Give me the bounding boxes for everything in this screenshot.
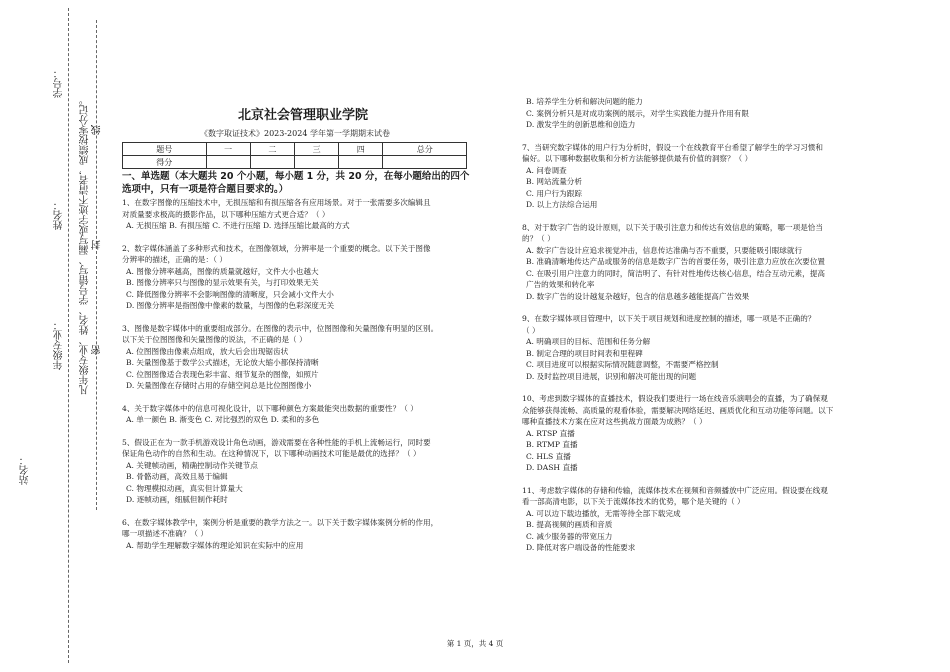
score-header-cell: 四 bbox=[339, 143, 383, 156]
answer-option: D. 激发学生的创新思维和创造力 bbox=[526, 120, 636, 129]
student-id-field: 学号： bbox=[54, 68, 65, 98]
score-header-cell: 题号 bbox=[123, 143, 207, 156]
seal-xian: 线 bbox=[92, 125, 103, 135]
score-header-cell: 二 bbox=[250, 143, 294, 156]
answer-option: B. 培养学生分析和解决问题的能力 bbox=[526, 97, 643, 106]
question-stem: 3、图像是数字媒体中的重要组成部分。在图像的表示中，位图图像和矢量图像有明显的区别。 bbox=[122, 323, 439, 333]
question-spacer bbox=[522, 302, 862, 313]
question-block bbox=[122, 243, 492, 312]
score-header-cell: 一 bbox=[206, 143, 250, 156]
binding-margin bbox=[0, 0, 110, 672]
score-cell[interactable] bbox=[206, 156, 250, 169]
question-spacer bbox=[522, 211, 862, 222]
question-block bbox=[522, 393, 862, 474]
dashed-cut-line-inner bbox=[96, 20, 97, 510]
right-question-column bbox=[522, 96, 862, 554]
score-row-label: 得分 bbox=[123, 156, 207, 169]
question-stem: 哪种直播技术方案在应对这些挑战方面最为成熟？（ ） bbox=[522, 417, 707, 426]
answer-option: A. RTSP 直播 bbox=[526, 428, 575, 438]
score-table-header-row bbox=[123, 143, 467, 156]
seal-mi: 密 bbox=[92, 345, 103, 355]
answer-option: A. 可以边下载边播放，无需等待全部下载完成 bbox=[526, 508, 681, 518]
student-name-field: 姓名： bbox=[54, 200, 65, 230]
score-header-cell: 总分 bbox=[383, 143, 467, 156]
question-stem: 6、在数字媒体教学中，案例分析是重要的教学方法之一。以下关于数字媒体案例分析的作用， bbox=[122, 517, 439, 527]
question-stem: 4、关于数字媒体中的信息可视化设计，以下哪种颜色方案最能突出数据的重要性？（ ） bbox=[122, 403, 418, 413]
left-question-column bbox=[122, 197, 492, 551]
answer-option: C. 在吸引用户注意力的同时，简洁明了、有针对性地传达核心信息，结合互动元素，提高 bbox=[526, 268, 825, 278]
score-cell[interactable] bbox=[250, 156, 294, 169]
question-stem: 8、对于数字广告的设计原则，以下关于吸引注意力和传达有效信息的策略，哪一项是恰当 bbox=[522, 222, 823, 232]
question-spacer bbox=[122, 232, 492, 243]
answer-option: D. 降低对客户端设备的性能要求 bbox=[526, 543, 636, 552]
score-table-score-row bbox=[123, 156, 467, 169]
answer-option: D. 矢量图像在存储时占用的存储空间总是比位图图像小 bbox=[126, 381, 312, 390]
question-block bbox=[122, 197, 492, 232]
answer-option: A. 帮助学生理解数字媒体的理论知识在实际中的应用 bbox=[126, 540, 304, 550]
answer-option: D. 及时监控项目进展，识别和解决可能出现的问题 bbox=[526, 371, 697, 381]
answer-option: B. RTMP 直播 bbox=[526, 440, 578, 449]
answer-option: A. 单一颜色 B. 渐变色 C. 对比强烈的双色 D. 柔和的多色 bbox=[126, 415, 320, 424]
score-header-cell: 三 bbox=[294, 143, 338, 156]
page-footer: 第 1 页，共 4 页 bbox=[446, 639, 504, 648]
answer-option: A. 关键帧动画，精确控制动作关键节点 bbox=[126, 460, 258, 470]
score-cell[interactable] bbox=[294, 156, 338, 169]
question-stem: 哪一项描述不准确？（ ） bbox=[122, 529, 208, 538]
answer-option: B. 图像分辨率只与图像的显示效果有关，与打印效果无关 bbox=[126, 278, 319, 287]
question-stem: 保证角色动作的自然和生动。在这种情况下，以下哪种动画技术可能是最优的选择？（ ） bbox=[122, 449, 421, 458]
binding-warning: 凡年级专业、姓名、学号错写、漏写或字迹不清者，成绩按零分记。 bbox=[80, 95, 91, 395]
exam-subtitle: 《数字取证技术》2023-2024 学年第一学期期末试卷 bbox=[200, 129, 390, 138]
answer-option: C. 用户行为跟踪 bbox=[526, 188, 582, 198]
question-spacer bbox=[122, 312, 492, 323]
question-block bbox=[522, 222, 862, 303]
score-table bbox=[122, 142, 467, 169]
answer-option: A. 图像分辨率越高，图像的质量就越好，文件大小也越大 bbox=[126, 266, 319, 276]
answer-option: B. 矢量图像基于数学公式描述，无论放大缩小都保持清晰 bbox=[126, 358, 319, 367]
question-stem: 5、假设正在为一款手机游戏设计角色动画，游戏需要在各种性能的手机上流畅运行，同时要 bbox=[122, 437, 431, 447]
site-name-field: 站名： bbox=[20, 455, 31, 485]
school-title: 北京社会管理职业学院 bbox=[238, 108, 369, 123]
question-stem: 对质量要求极高的摄影作品，以下哪种压缩方式更合适？（ ） bbox=[122, 209, 330, 219]
answer-option: C. 位图图像适合表现色彩丰富、细节复杂的图像，如照片 bbox=[126, 369, 319, 379]
score-cell[interactable] bbox=[383, 156, 467, 169]
question-block bbox=[122, 403, 492, 426]
answer-option: D. 数字广告的设计越复杂越好，包含的信息越多越能提高广告效果 bbox=[526, 291, 750, 301]
question-spacer bbox=[122, 506, 492, 517]
question-stem: 众能够获得流畅、高质量的观看体验，需要解决网络延迟、画质优化和互动功能等问题。以下 bbox=[522, 405, 834, 415]
question-stem: 2、数字媒体涵盖了多种形式和技术，在图像领域，分辨率是一个重要的概念。以下关于图像 bbox=[122, 243, 431, 253]
question-block bbox=[522, 96, 862, 131]
answer-option: C. 减少服务器的带宽压力 bbox=[526, 531, 613, 541]
question-stem: 1、在数字图像的压缩技术中，无损压缩和有损压缩各有应用场景。对于一张需要多次编辑且 bbox=[122, 198, 431, 207]
answer-option: B. 骨骼动画，高效且易于编辑 bbox=[126, 472, 228, 481]
answer-option: C. 降低图像分辨率不会影响图像的清晰度，只会减小文件大小 bbox=[126, 289, 334, 299]
answer-option: B. 提高视频的画质和音质 bbox=[526, 520, 613, 529]
answer-option: A. 明确项目的目标、范围和任务分解 bbox=[526, 337, 651, 346]
question-stem: 9、在数字媒体项目管理中，以下关于项目规划和进度控制的描述，哪一项是不正确的？ bbox=[522, 314, 816, 323]
answer-option: A. 位图图像由像素点组成，放大后会出现锯齿状 bbox=[126, 346, 289, 356]
question-block bbox=[122, 517, 492, 552]
grade-major-field: 年级专业： bbox=[54, 320, 65, 370]
answer-option: B. 制定合理的项目时间表和里程碑 bbox=[526, 348, 643, 358]
section-heading bbox=[122, 170, 482, 196]
question-spacer bbox=[122, 392, 492, 403]
answer-option: C. 项目进度可以根据实际情况随意调整，不需要严格控制 bbox=[526, 360, 719, 369]
question-block bbox=[522, 485, 862, 554]
answer-option: D. 图像分辨率是指图像中像素的数量，与图像的色彩深度无关 bbox=[126, 301, 335, 310]
answer-option: A. 无损压缩 B. 有损压缩 C. 不进行压缩 D. 选择压缩比最高的方式 bbox=[126, 221, 350, 230]
question-spacer bbox=[522, 382, 862, 393]
answer-option: D. DASH 直播 bbox=[526, 463, 578, 472]
score-cell[interactable] bbox=[339, 156, 383, 169]
question-stem: 11、考虑数字媒体的存储和传输，流媒体技术在视频和音频播放中广泛应用。假设要在线观 bbox=[522, 485, 828, 495]
answer-option: A. 问卷调查 bbox=[526, 165, 567, 175]
question-block bbox=[522, 142, 862, 211]
question-spacer bbox=[522, 131, 862, 142]
question-stem: 分辨率的描述，正确的是：（ ） bbox=[122, 255, 227, 264]
question-block bbox=[122, 323, 492, 392]
answer-option: C. 物理模拟动画，真实但计算量大 bbox=[126, 483, 243, 493]
answer-option: C. 案例分析只是对成功案例的展示，对学生实践能力提升作用有限 bbox=[526, 108, 749, 118]
question-block bbox=[522, 313, 862, 382]
answer-option: D. 以上方法综合运用 bbox=[526, 200, 598, 209]
question-stem: 10、考虑到数字媒体的直播技术，假设我们要进行一场在线音乐演唱会的直播，为了确保观 bbox=[522, 394, 828, 403]
question-block bbox=[122, 437, 492, 506]
section-heading-line2: 选项中，只有一项是符合题目要求的。） bbox=[122, 184, 289, 195]
question-spacer bbox=[522, 474, 862, 485]
answer-option: D. 逐帧动画，细腻但制作耗时 bbox=[126, 495, 228, 504]
answer-option: 广告的效果和转化率 bbox=[526, 280, 595, 289]
answer-option: B. 准确清晰地传达产品或服务的信息是数字广告的首要任务，吸引注意力应放在次要位置 bbox=[526, 257, 825, 266]
question-stem: 7、当研究数字媒体的用户行为分析时，假设一个在线教育平台希望了解学生的学习习惯和 bbox=[522, 142, 823, 152]
seal-feng: 封 bbox=[92, 240, 103, 250]
question-stem: 看一部高清电影，以下关于流媒体技术的优势，哪个是关键的（ ） bbox=[522, 497, 745, 506]
question-spacer bbox=[122, 426, 492, 437]
question-stem: 以下关于位图图像和矢量图像的说法，不正确的是（ ） bbox=[122, 335, 307, 344]
question-stem: 的？（ ） bbox=[522, 234, 555, 243]
answer-option: A. 数字广告设计应追求视觉冲击，信息传达准确与否不重要，只要能吸引眼球就行 bbox=[526, 245, 803, 255]
answer-option: C. HLS 直播 bbox=[526, 451, 571, 461]
question-stem: 偏好。以下哪种数据收集和分析方法能够提供最有价值的洞察？（ ） bbox=[522, 154, 753, 163]
dashed-cut-line-outer bbox=[68, 8, 69, 663]
question-stem: （ ） bbox=[522, 325, 540, 335]
section-heading-line1: 一、单选题（本大题共 20 个小题，每小题 1 分，共 20 分，在每小题给出的四个 bbox=[122, 171, 470, 182]
answer-option: B. 网站流量分析 bbox=[526, 177, 582, 186]
